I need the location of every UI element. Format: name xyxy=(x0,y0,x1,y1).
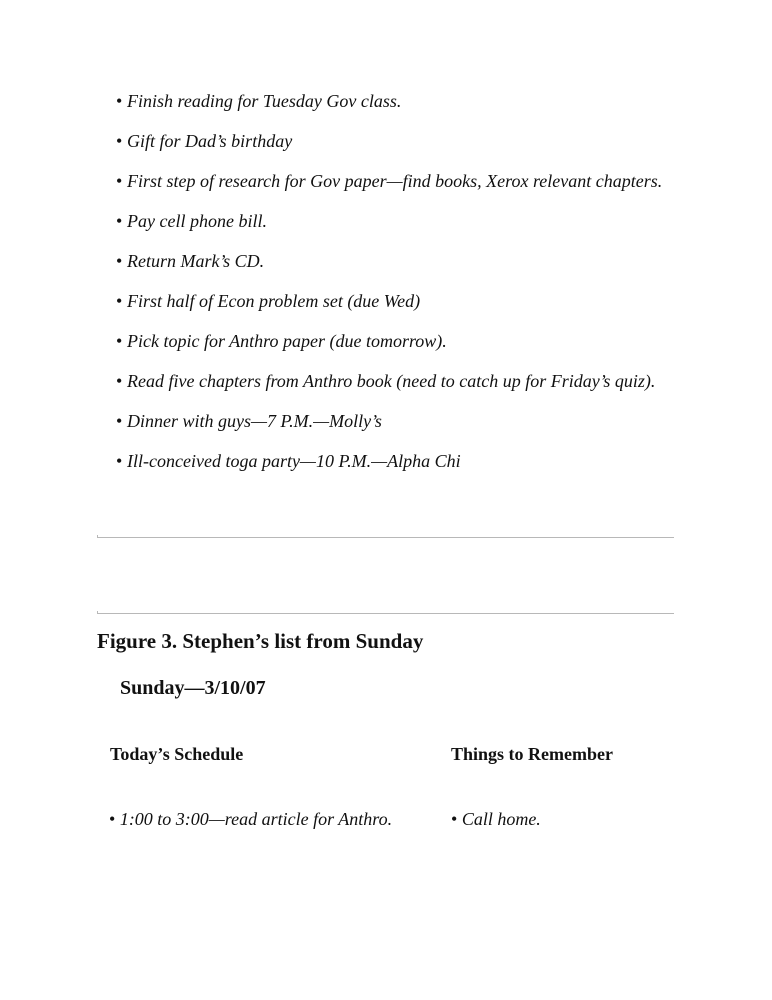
list-item xyxy=(116,450,676,473)
list-item xyxy=(116,410,676,433)
bullet-icon: • xyxy=(116,411,123,431)
schedule-item-text: 1:00 to 3:00—read article for Anthro. xyxy=(119,809,393,829)
list-item xyxy=(116,330,676,353)
list-item-text: Pay cell phone bill. xyxy=(127,211,267,231)
list-item xyxy=(116,90,676,113)
list-item-text: Finish reading for Tuesday Gov class. xyxy=(127,91,402,111)
bullet-icon: • xyxy=(116,251,123,271)
divider-bottom xyxy=(97,613,674,614)
bullet-icon: • xyxy=(109,809,116,829)
bullet-icon: • xyxy=(116,291,123,311)
schedule-item xyxy=(109,808,392,831)
list-item-text: Dinner with guys—7 P.M.—Molly’s xyxy=(127,411,382,431)
bullet-icon: • xyxy=(116,171,123,191)
list-item-text: Pick topic for Anthro paper (due tomorrow). xyxy=(127,331,447,351)
remember-item-text: Call home. xyxy=(461,809,541,829)
bullet-icon: • xyxy=(116,331,123,351)
bullet-icon: • xyxy=(451,809,458,829)
list-item-text: First half of Econ problem set (due Wed) xyxy=(127,291,421,311)
list-item xyxy=(116,170,676,193)
schedule-heading: Today’s Schedule xyxy=(110,744,244,764)
todo-list xyxy=(116,90,676,490)
date-heading: Sunday—3/10/07 xyxy=(120,677,266,699)
list-item-text: Return Mark’s CD. xyxy=(127,251,265,271)
list-item xyxy=(116,370,676,393)
list-item xyxy=(116,130,676,153)
list-item xyxy=(116,250,676,273)
list-item-text: First step of research for Gov paper—find books, Xerox relevant chapters. xyxy=(127,171,663,191)
bullet-icon: • xyxy=(116,211,123,231)
list-item-text: Ill-conceived toga party—10 P.M.—Alpha Chi xyxy=(127,451,461,471)
list-item xyxy=(116,290,676,313)
divider-top xyxy=(97,537,674,538)
figure-caption: Figure 3. Stephen’s list from Sunday xyxy=(97,629,424,653)
bullet-icon: • xyxy=(116,371,123,391)
list-item-text: Read five chapters from Anthro book (need to catch up for Friday’s quiz). xyxy=(127,371,656,391)
bullet-icon: • xyxy=(116,131,123,151)
list-item-text: Gift for Dad’s birthday xyxy=(127,131,293,151)
remember-heading: Things to Remember xyxy=(451,744,613,764)
bullet-icon: • xyxy=(116,91,123,111)
remember-item xyxy=(451,808,541,831)
bullet-icon: • xyxy=(116,451,123,471)
list-item xyxy=(116,210,676,233)
